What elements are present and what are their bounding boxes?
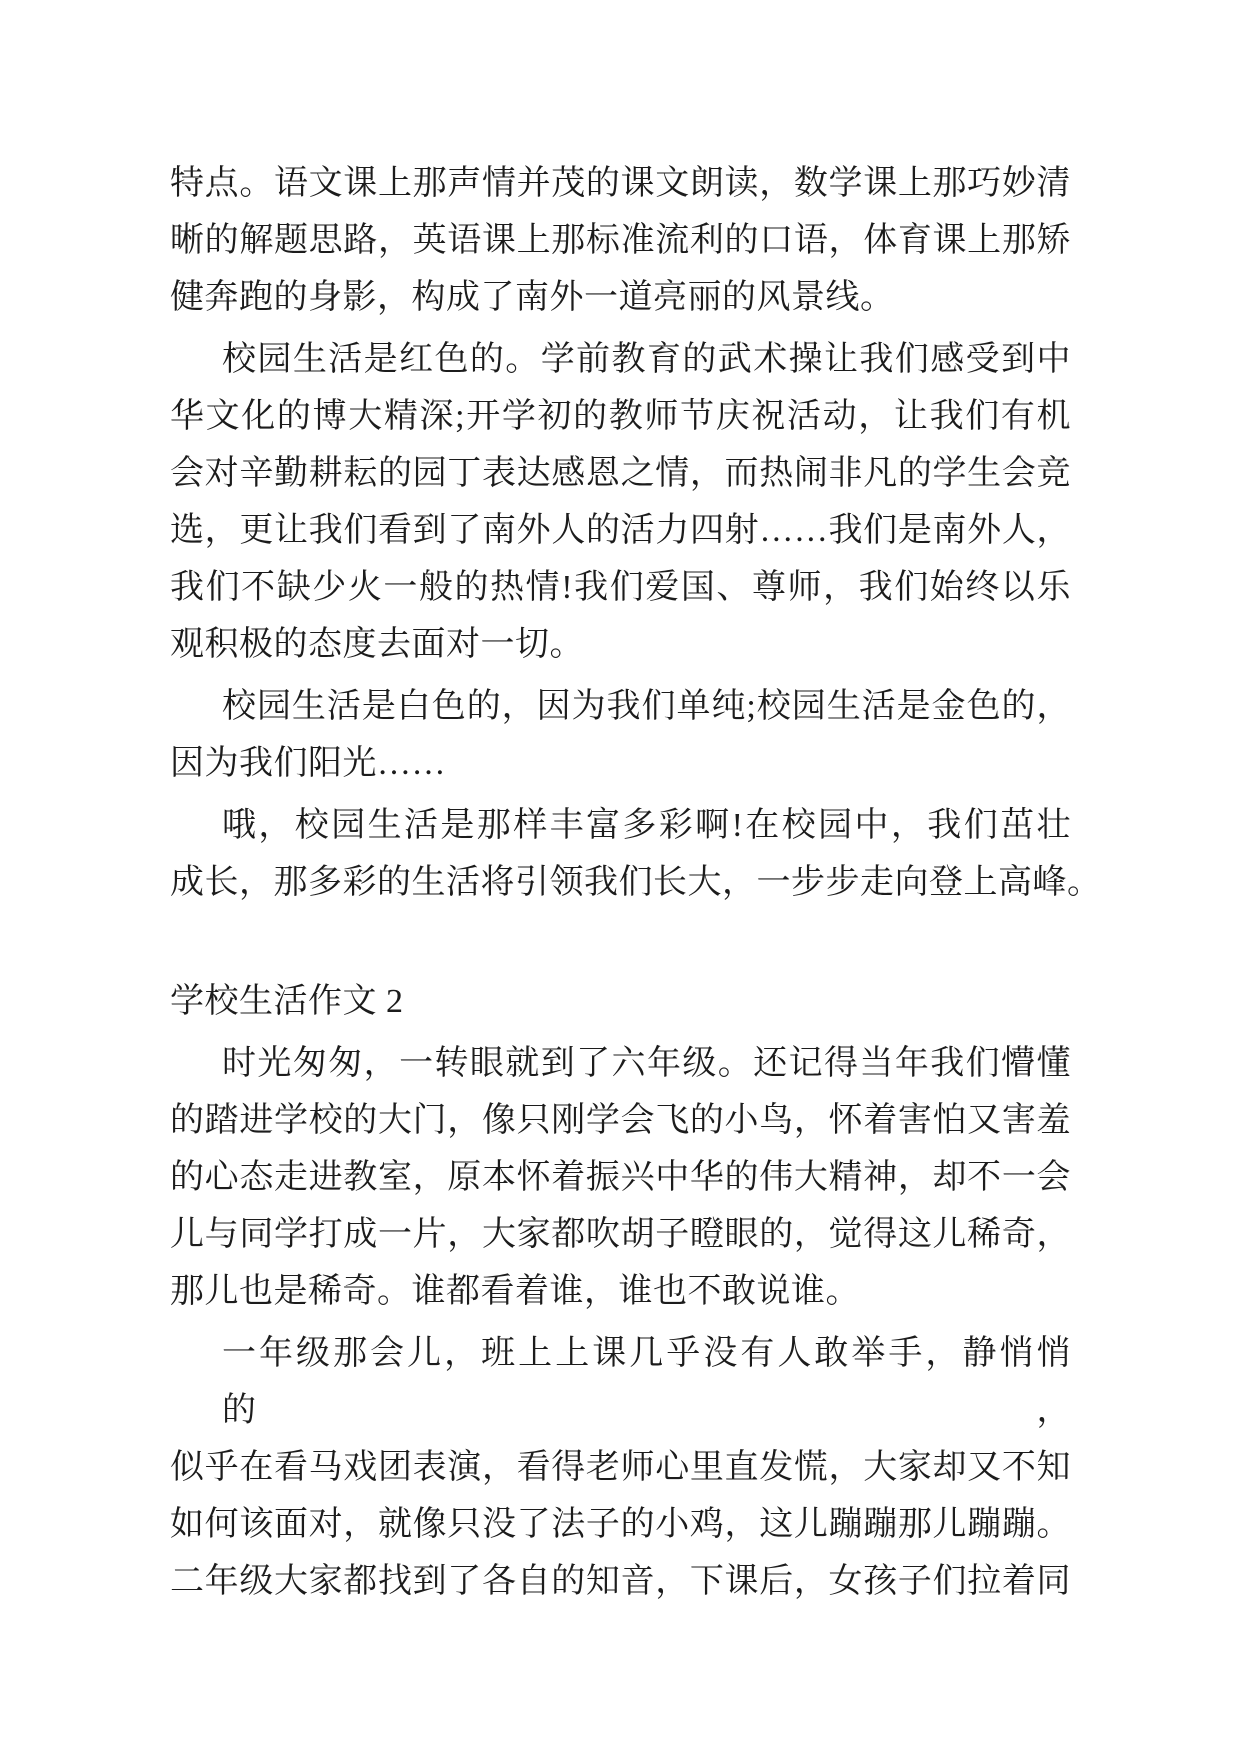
- text-line: 似乎在看马戏团表演，看得老师心里直发慌，大家却又不知: [170, 1449, 1071, 1486]
- text-line: 华文化的博大精深;开学初的教师节庆祝活动，让我们有机: [170, 398, 1071, 435]
- text-line: 因为我们阳光……: [170, 745, 446, 782]
- text-line: 时光匆匆，一转眼就到了六年级。还记得当年我们懵懂: [222, 1045, 1071, 1082]
- text-line: 如何该面对，就像只没了法子的小鸡，这儿蹦蹦那儿蹦蹦。: [170, 1506, 1071, 1543]
- text-line: 一年级那会儿，班上上课几乎没有人敢举手，静悄悄的，: [222, 1335, 1071, 1429]
- text-line: 儿与同学打成一片，大家都吹胡子瞪眼的，觉得这儿稀奇，: [170, 1216, 1071, 1253]
- text-line: 健奔跑的身影，构成了南外一道亮丽的风景线。: [170, 279, 895, 316]
- text-line: 校园生活是红色的。学前教育的武术操让我们感受到中: [222, 341, 1071, 378]
- text-line: 的踏进学校的大门，像只刚学会飞的小鸟，怀着害怕又害羞: [170, 1102, 1071, 1139]
- heading-line: 学校生活作文 2: [170, 983, 404, 1020]
- essay1-paragraph-continuation: [170, 155, 1071, 326]
- text-line: 校园生活是白色的，因为我们单纯;校园生活是金色的，: [222, 688, 1071, 725]
- text-line: 哦，校园生活是那样丰富多彩啊!在校园中，我们茁壮: [222, 807, 1071, 844]
- text-line: 会对辛勤耕耘的园丁表达感恩之情，而热闹非凡的学生会竞: [170, 455, 1071, 492]
- essay-text-body: [170, 155, 1102, 1610]
- text-line: 选，更让我们看到了南外人的活力四射……我们是南外人，: [170, 512, 1071, 549]
- text-line: 晰的解题思路，英语课上那标准流利的口语，体育课上那矫: [170, 222, 1071, 259]
- essay1-paragraph-red: [170, 331, 1071, 673]
- text-line: 二年级大家都找到了各自的知音，下课后，女孩子们拉着同: [170, 1563, 1071, 1600]
- essay1-paragraph-closing: [170, 797, 1102, 911]
- text-line: 那儿也是稀奇。谁都看着谁，谁也不敢说谁。: [170, 1273, 860, 1310]
- essay2-heading: [170, 973, 1071, 1030]
- essay2-paragraph-grade1: [170, 1325, 1071, 1610]
- text-line: 特点。语文课上那声情并茂的课文朗读，数学课上那巧妙清: [170, 165, 1071, 202]
- essay2-paragraph-intro: [170, 1035, 1071, 1320]
- text-line: 观积极的态度去面对一切。: [170, 626, 584, 663]
- essay1-paragraph-white-gold: [170, 678, 1071, 792]
- text-line: 我们不缺少火一般的热情!我们爱国、尊师，我们始终以乐: [170, 569, 1071, 606]
- text-line: 成长，那多彩的生活将引领我们长大，一步步走向登上高峰。: [170, 864, 1102, 901]
- text-line: 的心态走进教室，原本怀着振兴中华的伟大精神，却不一会: [170, 1159, 1071, 1196]
